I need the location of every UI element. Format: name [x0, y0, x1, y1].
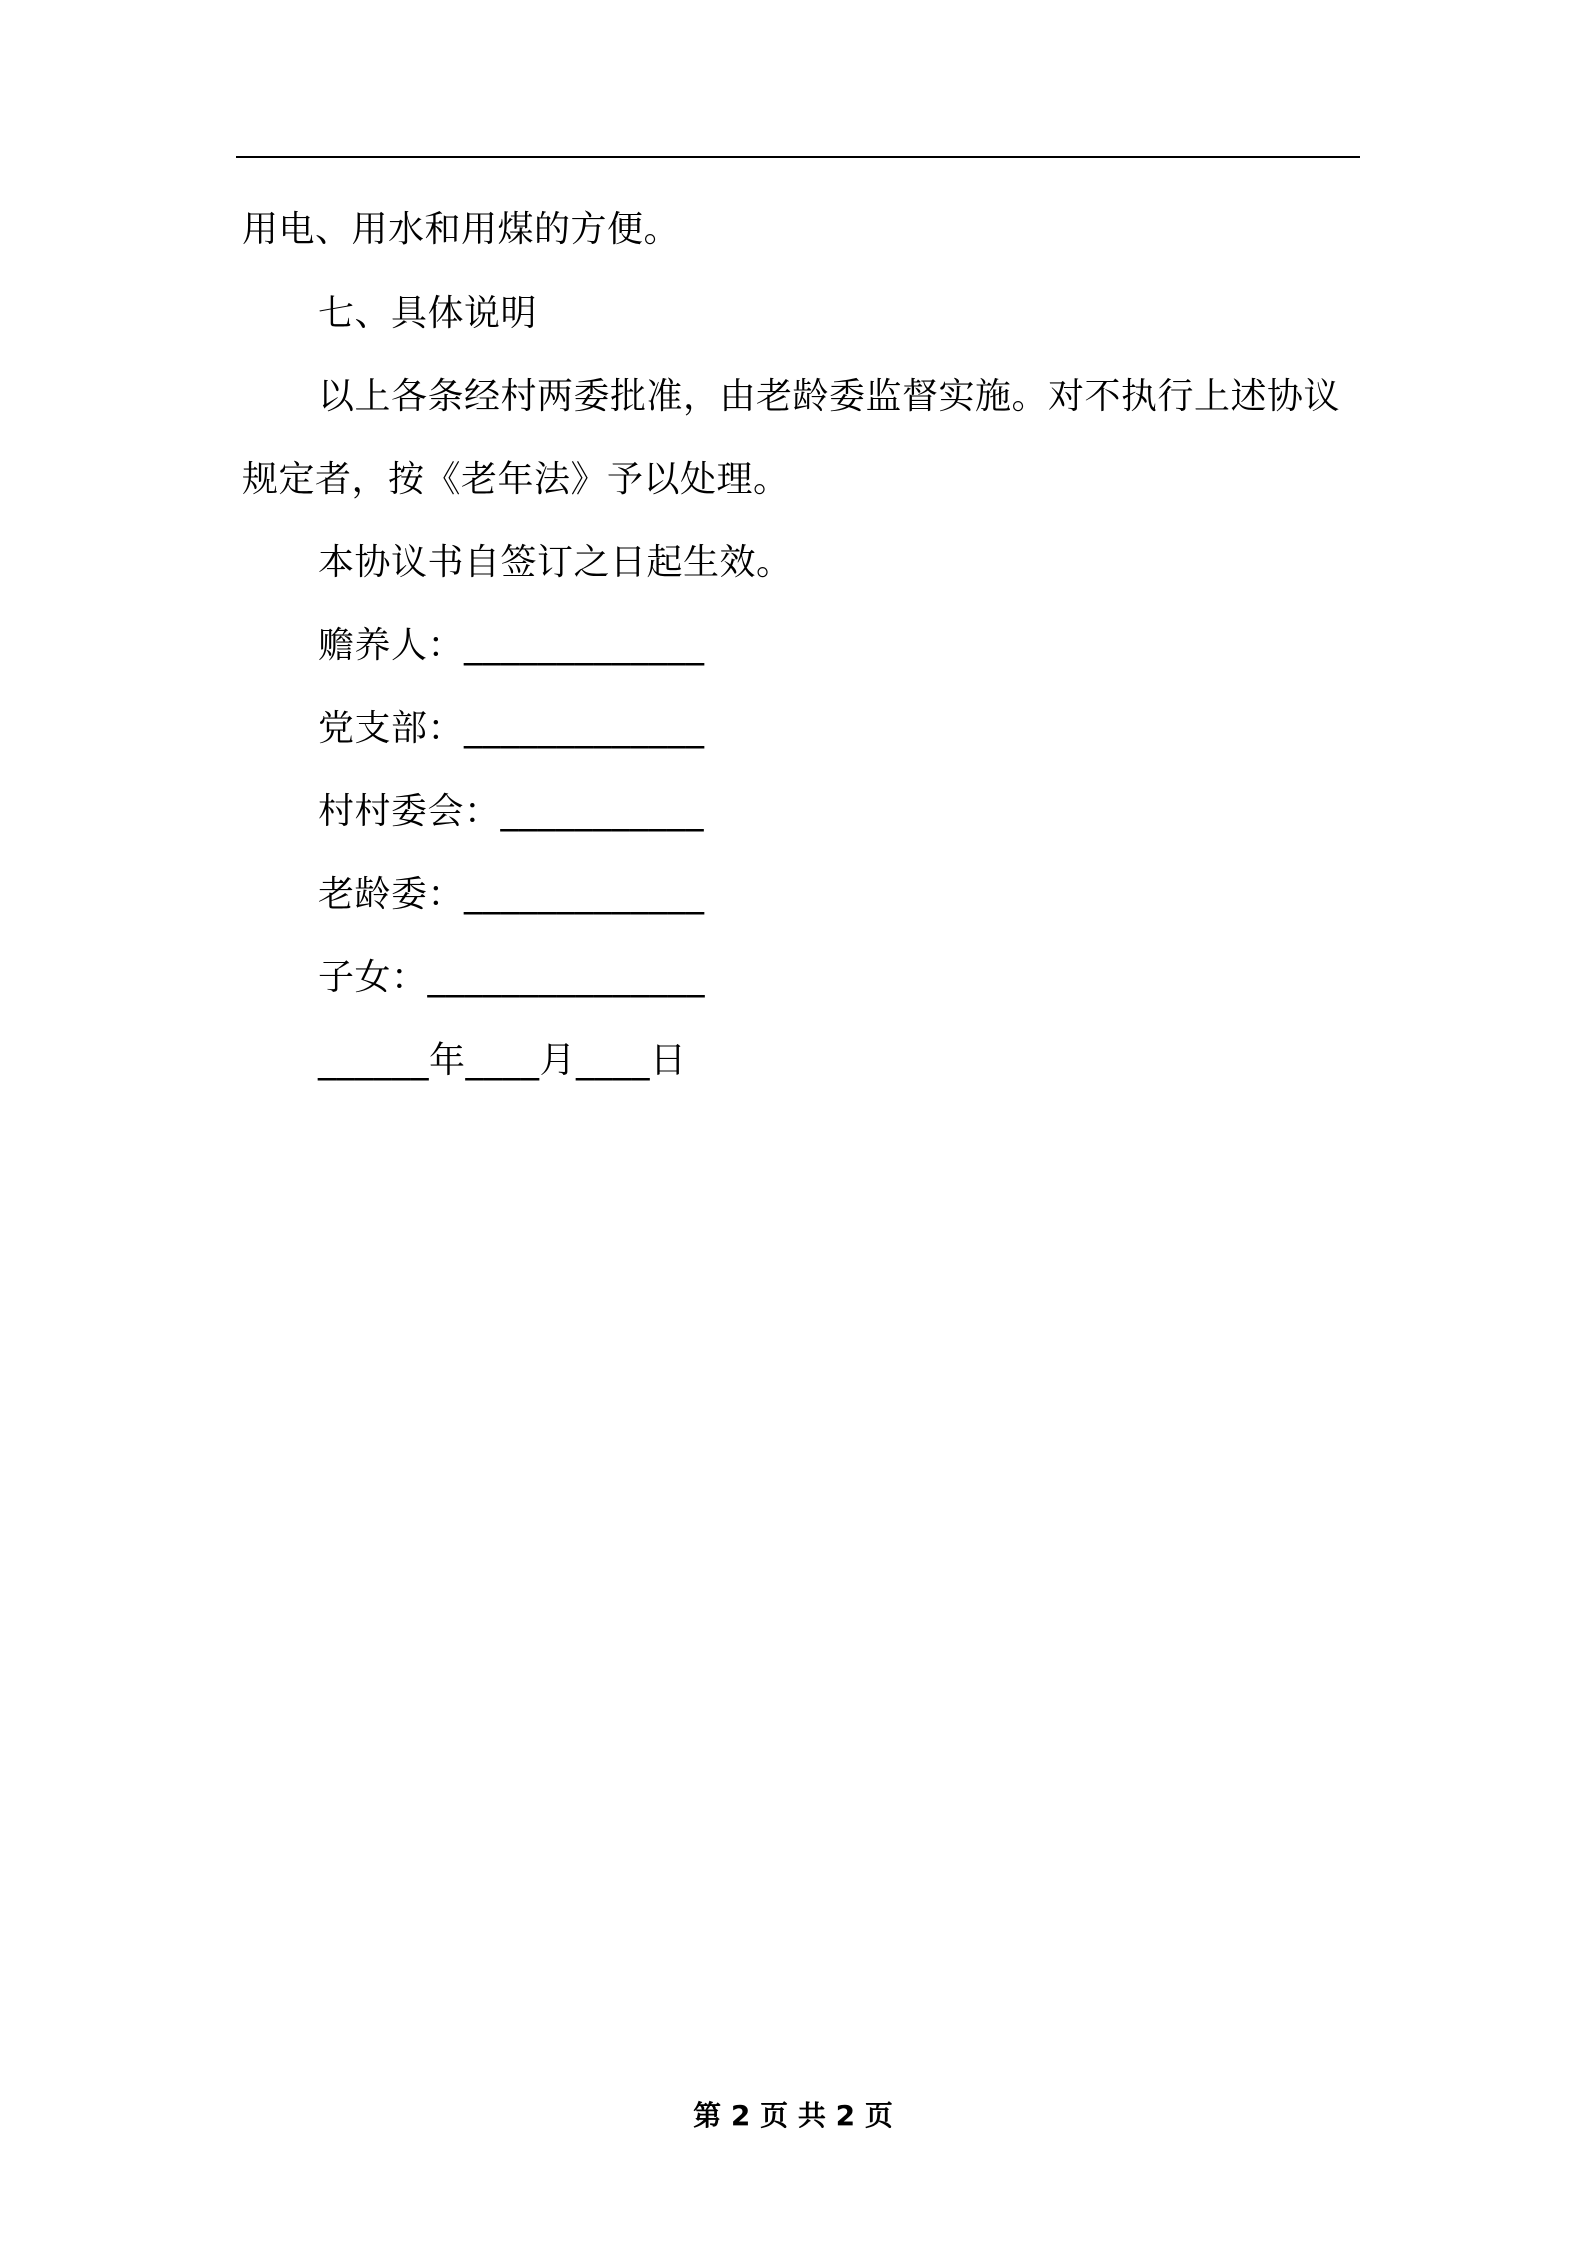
effective-clause: 本协议书自签订之日起生效。 [318, 542, 793, 583]
paragraph-line-2: 规定者，按《老年法》予以处理。 [242, 459, 790, 500]
signature-children: 子女：_______________ [318, 957, 706, 998]
date-line: ______年____月____日 [318, 1040, 687, 1081]
section-heading: 七、具体说明 [318, 293, 538, 334]
header-rule [236, 156, 1360, 158]
paragraph-continuation: 用电、用水和用煤的方便。 [242, 209, 681, 250]
page-number: 第 2 页 共 2 页 [693, 2099, 893, 2132]
paragraph-line-1: 以上各条经村两委批准，由老龄委监督实施。对不执行上述协议 [318, 376, 1341, 417]
signature-elderly-committee: 老龄委：_____________ [318, 874, 705, 915]
signature-village-committee: 村村委会：___________ [318, 791, 705, 832]
signature-supporter: 赡养人：_____________ [318, 625, 705, 666]
signature-party-branch: 党支部：_____________ [318, 708, 705, 749]
